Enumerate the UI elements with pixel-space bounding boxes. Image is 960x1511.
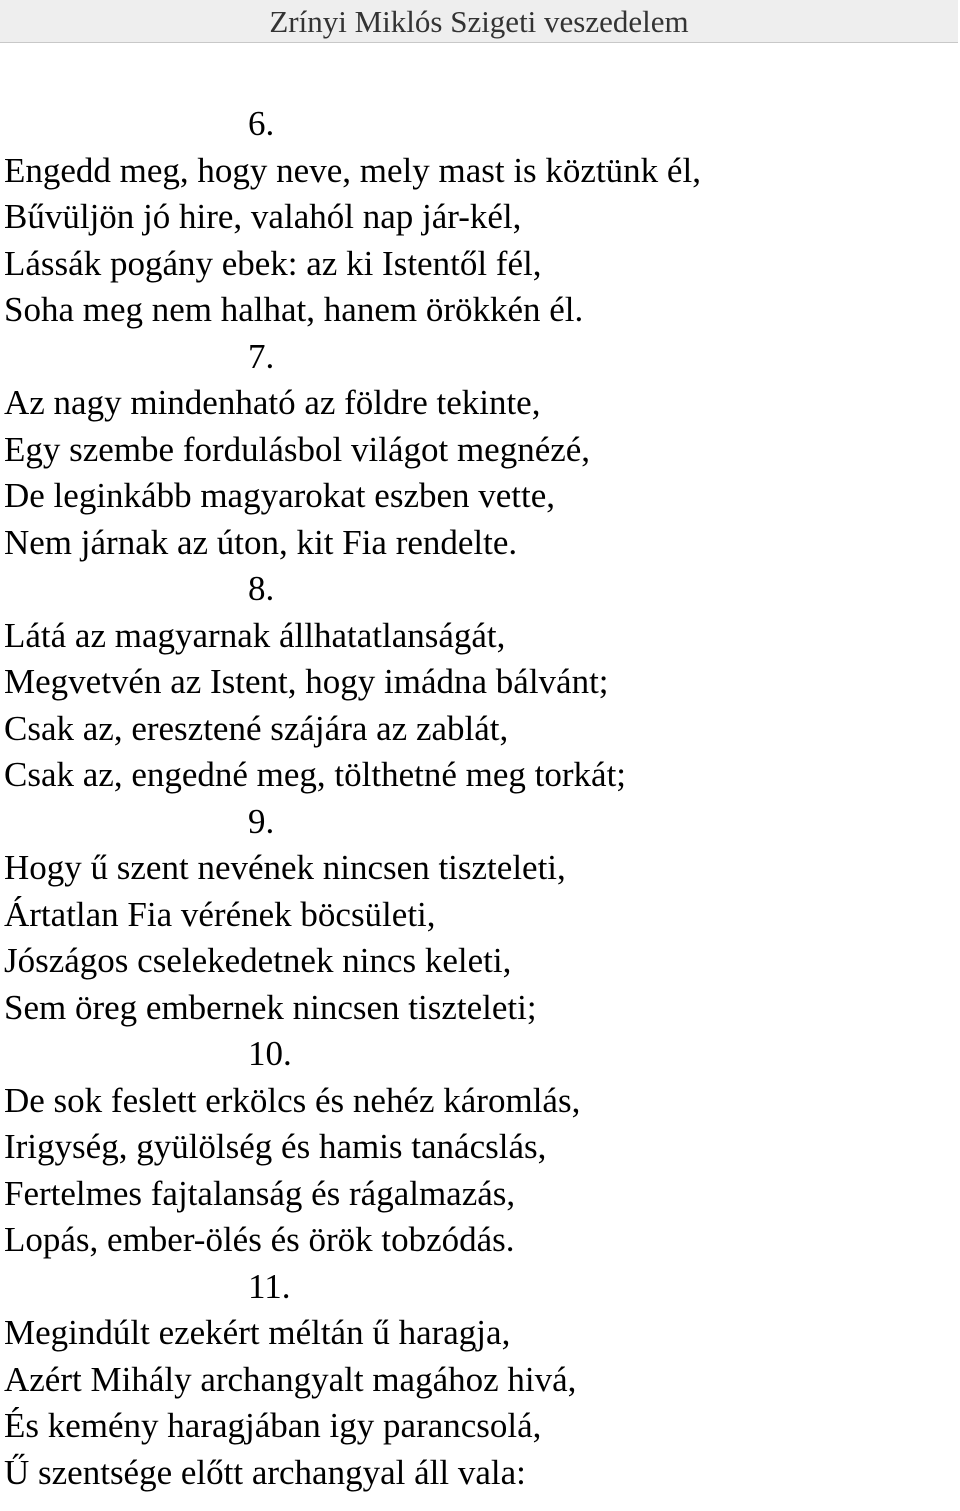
verse-line: Azért Mihály archangyalt magához hivá, xyxy=(4,1359,577,1399)
verse-line: Nem járnak az úton, kit Fia rendelte. xyxy=(4,522,518,562)
stanza-7 xyxy=(4,334,954,567)
verse-line: De sok feslett erkölcs és nehéz káromlás, xyxy=(4,1080,581,1120)
verse-line: Egy szembe fordulásbol világot megnézé, xyxy=(4,429,591,469)
stanza-6 xyxy=(4,101,954,334)
verse-line: Lássák pogány ebek: az ki Istentől fél, xyxy=(4,243,542,283)
stanza-number: 10. xyxy=(248,1034,292,1073)
stanza-number: 6. xyxy=(248,104,275,143)
verse-line: De leginkább magyarokat eszben vette, xyxy=(4,476,556,515)
stanza-11 xyxy=(4,1264,954,1497)
stanza-9 xyxy=(4,799,954,1032)
verse-line: Ű szentsége előtt archangyal áll vala: xyxy=(4,1452,526,1492)
verse-line: Csak az, engedné meg, tölthetné meg torkát; xyxy=(4,755,627,794)
verse-line: Látá az magyarnak állhatatlanságát, xyxy=(4,615,506,655)
verse-line: Lopás, ember-ölés és örök tobzódás. xyxy=(4,1220,515,1259)
verse-line: Irigység, gyülölség és hamis tanácslás, xyxy=(4,1127,547,1166)
verse-line: Sem öreg embernek nincsen tiszteleti; xyxy=(4,987,537,1027)
stanza-8 xyxy=(4,566,954,799)
verse-line: Engedd meg, hogy neve, mely mast is köztünk él, xyxy=(4,150,701,190)
verse-line: Fertelmes fajtalanság és rágalmazás, xyxy=(4,1173,516,1213)
verse-line: Hogy ű szent nevének nincsen tiszteleti, xyxy=(4,848,566,887)
verse-line: Bűvüljön jó hire, valahól nap jár-kél, xyxy=(4,197,522,236)
verse-line: Ártatlan Fia vérének böcsületi, xyxy=(4,894,436,934)
stanza-number: 8. xyxy=(248,569,275,608)
stanza-number: 11. xyxy=(248,1266,291,1306)
verse-line: Megvetvén az Istent, hogy imádna bálvánt; xyxy=(4,662,609,701)
page-header xyxy=(0,0,958,43)
verse-line: Soha meg nem halhat, hanem örökkén él. xyxy=(4,290,584,329)
poem-body xyxy=(4,101,954,1496)
verse-line: Megindúlt ezekért méltán ű haragja, xyxy=(4,1313,511,1352)
stanza-number: 7. xyxy=(248,336,275,376)
verse-line: Az nagy mindenható az földre tekinte, xyxy=(4,383,541,422)
stanza-number: 9. xyxy=(248,801,275,841)
verse-line: Csak az, eresztené szájára az zablát, xyxy=(4,708,509,748)
verse-line: Jószágos cselekedetnek nincs keleti, xyxy=(4,941,512,980)
stanza-10 xyxy=(4,1031,954,1264)
page-header-title: Zrínyi Miklós Szigeti veszedelem xyxy=(269,4,689,39)
verse-line: És kemény haragjában igy parancsolá, xyxy=(4,1406,542,1445)
